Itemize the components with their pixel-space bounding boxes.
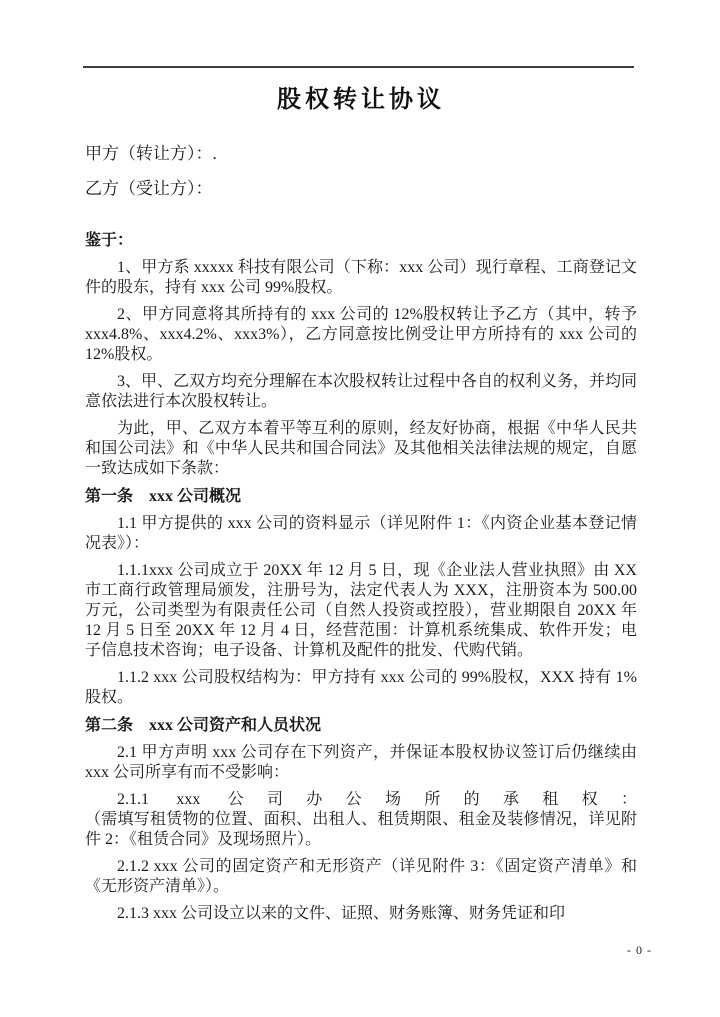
recital-paragraph-1: 1、甲方系 xxxxx 科技有限公司（下称：xxx 公司）现行章程、工商登记文件的股东，持有 xxx 公司 99%股权。 [85,259,637,296]
recital-paragraph-3: 3、甲、乙双方均充分理解在本次股权转让过程中各自的权利义务，并均同意依法进行本次股权转让。 [85,373,638,410]
clause-2-1-1 [85,790,637,850]
recitals-heading: 鉴于： [85,232,134,249]
clause-1-1: 1.1 甲方提供的 xxx 公司的资料显示（详见附件 1：《内资企业基本登记情况表》）： [85,515,637,552]
clause-1-1-1: 1.1.1xxx 公司成立于 20XX 年 12 月 5 日，现《企业法人营业执照》由 XX 市工商行政管理局颁发，注册号为，法定代表人为 XXX，注册资本为 500.00 万元，公司类型为有限责任公司（自然人投资或控股），营业期限自 20XX 年 12 月 5 日至 20XX 年 12 月 4 日，经营范围：计算机系统集成、软件开发；电子信息技术咨询；电子设备、计算机及配件的批发、代购代销。 [85,562,637,659]
clause-2-1: 2.1 甲方声明 xxx 公司存在下列资产，并保证本股权协议签订后仍继续由 xxx 公司所享有而不受影响： [85,744,637,781]
clause-2-1-1-stretched-line: 2.1.1 xxx 公司办公场所的承租权： [117,791,637,808]
header-rule [83,66,634,68]
party-b-line: 乙方（受让方）： [85,179,213,198]
article-1-heading: 第一条 xxx 公司概况 [85,488,242,505]
recital-paragraph-2: 2、甲方同意将其所持有的 xxx 公司的 12%股权转让予乙方（其中，转予 xxx4.8%、xxx4.2%、xxx3%），乙方同意按比例受让甲方所持有的 xxx 公司的 12%股权。 [85,306,637,363]
party-a-line: 甲方（转让方）：. [85,144,217,163]
page-number: - 0 - [627,943,652,957]
clause-2-1-3: 2.1.3 xxx 公司设立以来的文件、证照、财务账簿、财务凭证和印 [117,905,566,922]
clause-2-1-2: 2.1.2 xxx 公司的固定资产和无形资产（详见附件 3：《固定资产清单》和《无形资产清单》）。 [85,858,637,895]
article-2-heading: 第二条 xxx 公司资产和人员状况 [85,717,322,734]
document-title: 股权转让协议 [277,87,445,113]
clause-1-1-2: 1.1.2 xxx 公司股权结构为：甲方持有 xxx 公司的 99%股权，XXX 持有 1%股权。 [85,669,637,706]
clause-2-1-1-detail: （需填写租赁物的位置、面积、出租人、租赁期限、租金及装修情况，详见附件 2：《租赁合同》及现场照片）。 [85,811,637,848]
page-content [85,78,637,924]
recital-paragraph-4: 为此，甲、乙双方本着平等互利的原则，经友好协商，根据《中华人民共和国公司法》和《中华人民共和国合同法》及其他相关法律法规的规定，自愿一致达成如下条款： [85,420,637,477]
